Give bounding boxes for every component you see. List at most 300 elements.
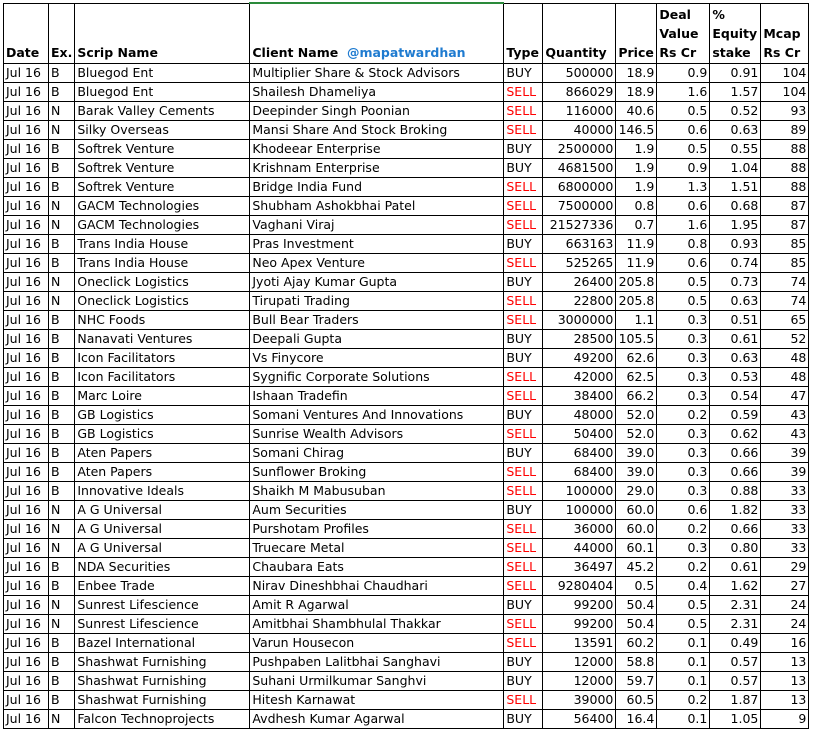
cell-deal-value: 1.3 xyxy=(657,178,710,197)
cell-equity-stake: 0.63 xyxy=(710,292,761,311)
table-row xyxy=(4,368,809,387)
cell-price: 1.1 xyxy=(616,311,657,330)
cell-type: SELL xyxy=(504,634,543,653)
cell-price: 105.5 xyxy=(616,330,657,349)
cell-mcap: 24 xyxy=(761,596,809,615)
cell-type: BUY xyxy=(504,672,543,691)
cell-client-name: Pras Investment xyxy=(250,235,504,254)
cell-price: 11.9 xyxy=(616,254,657,273)
table-row xyxy=(4,501,809,520)
cell-deal-value: 0.1 xyxy=(657,653,710,672)
table-row xyxy=(4,349,809,368)
cell-date: Jul 16 xyxy=(4,653,49,672)
cell-client-name: Suhani Urmilkumar Sanghvi xyxy=(250,672,504,691)
cell-mcap: 88 xyxy=(761,178,809,197)
cell-equity-stake: 0.63 xyxy=(710,349,761,368)
cell-type: BUY xyxy=(504,140,543,159)
table-row xyxy=(4,615,809,634)
cell-quantity: 2500000 xyxy=(543,140,616,159)
header-equity-line3: stake xyxy=(712,45,751,60)
cell-equity-stake: 0.52 xyxy=(710,102,761,121)
cell-mcap: 39 xyxy=(761,444,809,463)
table-row xyxy=(4,444,809,463)
cell-date: Jul 16 xyxy=(4,634,49,653)
cell-client-name: Chaubara Eats xyxy=(250,558,504,577)
cell-type: BUY xyxy=(504,330,543,349)
cell-deal-value: 0.6 xyxy=(657,121,710,140)
cell-scrip-name: Shashwat Furnishing xyxy=(75,691,250,710)
cell-mcap: 89 xyxy=(761,121,809,140)
cell-client-name: Avdhesh Kumar Agarwal xyxy=(250,710,504,729)
header-row xyxy=(4,3,809,64)
cell-client-name: Purshotam Profiles xyxy=(250,520,504,539)
cell-date: Jul 16 xyxy=(4,387,49,406)
cell-exchange: B xyxy=(49,64,75,83)
twitter-handle: @mapatwardhan xyxy=(346,45,466,60)
cell-quantity: 12000 xyxy=(543,672,616,691)
cell-type: SELL xyxy=(504,178,543,197)
bulk-deals-table xyxy=(3,2,809,729)
cell-client-name: Nirav Dineshbhai Chaudhari xyxy=(250,577,504,596)
cell-scrip-name: GACM Technologies xyxy=(75,216,250,235)
header-client-name xyxy=(250,3,504,64)
cell-quantity: 663163 xyxy=(543,235,616,254)
cell-scrip-name: Shashwat Furnishing xyxy=(75,653,250,672)
cell-mcap: 87 xyxy=(761,216,809,235)
cell-mcap: 52 xyxy=(761,330,809,349)
cell-equity-stake: 0.63 xyxy=(710,121,761,140)
cell-exchange: B xyxy=(49,482,75,501)
cell-date: Jul 16 xyxy=(4,501,49,520)
table-row xyxy=(4,197,809,216)
cell-quantity: 44000 xyxy=(543,539,616,558)
cell-exchange: B xyxy=(49,83,75,102)
cell-deal-value: 0.5 xyxy=(657,273,710,292)
cell-deal-value: 0.1 xyxy=(657,672,710,691)
cell-exchange: N xyxy=(49,596,75,615)
cell-exchange: B xyxy=(49,691,75,710)
cell-type: BUY xyxy=(504,235,543,254)
cell-date: Jul 16 xyxy=(4,178,49,197)
cell-date: Jul 16 xyxy=(4,615,49,634)
cell-deal-value: 0.3 xyxy=(657,463,710,482)
cell-price: 60.0 xyxy=(616,520,657,539)
cell-exchange: B xyxy=(49,406,75,425)
cell-quantity: 26400 xyxy=(543,273,616,292)
cell-equity-stake: 0.59 xyxy=(710,406,761,425)
cell-mcap: 43 xyxy=(761,425,809,444)
cell-scrip-name: Sunrest Lifescience xyxy=(75,615,250,634)
cell-exchange: N xyxy=(49,197,75,216)
cell-quantity: 6800000 xyxy=(543,178,616,197)
cell-equity-stake: 0.61 xyxy=(710,330,761,349)
cell-exchange: B xyxy=(49,558,75,577)
cell-scrip-name: Icon Facilitators xyxy=(75,349,250,368)
table-row xyxy=(4,653,809,672)
header-scrip-name: Scrip Name xyxy=(75,3,250,64)
cell-deal-value: 0.4 xyxy=(657,577,710,596)
cell-date: Jul 16 xyxy=(4,710,49,729)
cell-type: SELL xyxy=(504,577,543,596)
cell-equity-stake: 0.57 xyxy=(710,653,761,672)
cell-deal-value: 0.6 xyxy=(657,254,710,273)
header-date: Date xyxy=(4,3,49,64)
cell-equity-stake: 2.31 xyxy=(710,596,761,615)
cell-quantity: 7500000 xyxy=(543,197,616,216)
cell-scrip-name: Enbee Trade xyxy=(75,577,250,596)
cell-client-name: Tirupati Trading xyxy=(250,292,504,311)
cell-type: BUY xyxy=(504,64,543,83)
cell-price: 52.0 xyxy=(616,425,657,444)
cell-exchange: B xyxy=(49,653,75,672)
cell-client-name: Jyoti Ajay Kumar Gupta xyxy=(250,273,504,292)
cell-mcap: 93 xyxy=(761,102,809,121)
cell-client-name: Deepinder Singh Poonian xyxy=(250,102,504,121)
cell-exchange: N xyxy=(49,520,75,539)
cell-quantity: 68400 xyxy=(543,463,616,482)
cell-exchange: N xyxy=(49,615,75,634)
cell-equity-stake: 1.51 xyxy=(710,178,761,197)
header-deal-value-line3: Rs Cr xyxy=(659,45,697,60)
cell-quantity: 866029 xyxy=(543,83,616,102)
cell-exchange: B xyxy=(49,634,75,653)
cell-equity-stake: 0.73 xyxy=(710,273,761,292)
cell-equity-stake: 0.62 xyxy=(710,425,761,444)
table-row xyxy=(4,387,809,406)
cell-equity-stake: 1.04 xyxy=(710,159,761,178)
cell-price: 60.2 xyxy=(616,634,657,653)
cell-deal-value: 0.5 xyxy=(657,102,710,121)
cell-quantity: 40000 xyxy=(543,121,616,140)
cell-price: 16.4 xyxy=(616,710,657,729)
cell-deal-value: 0.5 xyxy=(657,615,710,634)
cell-date: Jul 16 xyxy=(4,273,49,292)
cell-equity-stake: 0.54 xyxy=(710,387,761,406)
cell-scrip-name: GB Logistics xyxy=(75,425,250,444)
cell-scrip-name: A G Universal xyxy=(75,539,250,558)
cell-deal-value: 0.9 xyxy=(657,159,710,178)
cell-client-name: Vaghani Viraj xyxy=(250,216,504,235)
cell-exchange: N xyxy=(49,121,75,140)
cell-deal-value: 0.6 xyxy=(657,501,710,520)
cell-exchange: B xyxy=(49,577,75,596)
cell-exchange: B xyxy=(49,159,75,178)
cell-scrip-name: Shashwat Furnishing xyxy=(75,672,250,691)
cell-price: 50.4 xyxy=(616,615,657,634)
cell-type: BUY xyxy=(504,273,543,292)
cell-date: Jul 16 xyxy=(4,539,49,558)
cell-price: 58.8 xyxy=(616,653,657,672)
header-client-label: Client Name xyxy=(252,45,339,60)
cell-deal-value: 0.3 xyxy=(657,387,710,406)
cell-equity-stake: 0.55 xyxy=(710,140,761,159)
cell-mcap: 87 xyxy=(761,197,809,216)
cell-client-name: Deepali Gupta xyxy=(250,330,504,349)
cell-type: SELL xyxy=(504,520,543,539)
cell-type: BUY xyxy=(504,596,543,615)
cell-scrip-name: NHC Foods xyxy=(75,311,250,330)
cell-type: SELL xyxy=(504,254,543,273)
cell-client-name: Sunrise Wealth Advisors xyxy=(250,425,504,444)
cell-price: 50.4 xyxy=(616,596,657,615)
cell-scrip-name: A G Universal xyxy=(75,501,250,520)
cell-price: 0.8 xyxy=(616,197,657,216)
cell-mcap: 85 xyxy=(761,235,809,254)
cell-price: 0.7 xyxy=(616,216,657,235)
cell-price: 1.9 xyxy=(616,178,657,197)
cell-date: Jul 16 xyxy=(4,691,49,710)
cell-scrip-name: Softrek Venture xyxy=(75,140,250,159)
cell-client-name: Somani Chirag xyxy=(250,444,504,463)
cell-exchange: N xyxy=(49,501,75,520)
cell-date: Jul 16 xyxy=(4,311,49,330)
cell-exchange: N xyxy=(49,216,75,235)
table-row xyxy=(4,463,809,482)
cell-mcap: 88 xyxy=(761,159,809,178)
cell-quantity: 525265 xyxy=(543,254,616,273)
cell-scrip-name: Trans India House xyxy=(75,235,250,254)
cell-deal-value: 0.3 xyxy=(657,539,710,558)
cell-date: Jul 16 xyxy=(4,482,49,501)
cell-equity-stake: 1.82 xyxy=(710,501,761,520)
cell-price: 146.5 xyxy=(616,121,657,140)
cell-type: BUY xyxy=(504,406,543,425)
cell-quantity: 500000 xyxy=(543,64,616,83)
cell-exchange: B xyxy=(49,311,75,330)
cell-quantity: 99200 xyxy=(543,596,616,615)
cell-scrip-name: Sunrest Lifescience xyxy=(75,596,250,615)
cell-deal-value: 0.5 xyxy=(657,140,710,159)
cell-date: Jul 16 xyxy=(4,558,49,577)
cell-quantity: 42000 xyxy=(543,368,616,387)
cell-scrip-name: GACM Technologies xyxy=(75,197,250,216)
cell-price: 1.9 xyxy=(616,140,657,159)
cell-type: BUY xyxy=(504,501,543,520)
cell-equity-stake: 1.95 xyxy=(710,216,761,235)
cell-price: 52.0 xyxy=(616,406,657,425)
cell-scrip-name: Softrek Venture xyxy=(75,178,250,197)
header-mcap-line1: Mcap xyxy=(763,26,801,41)
cell-type: SELL xyxy=(504,463,543,482)
cell-quantity: 3000000 xyxy=(543,311,616,330)
cell-price: 205.8 xyxy=(616,292,657,311)
cell-price: 11.9 xyxy=(616,235,657,254)
cell-exchange: B xyxy=(49,235,75,254)
cell-type: SELL xyxy=(504,197,543,216)
cell-client-name: Aum Securities xyxy=(250,501,504,520)
cell-client-name: Hitesh Karnawat xyxy=(250,691,504,710)
cell-exchange: N xyxy=(49,710,75,729)
cell-date: Jul 16 xyxy=(4,520,49,539)
table-row xyxy=(4,311,809,330)
cell-price: 60.0 xyxy=(616,501,657,520)
cell-deal-value: 0.3 xyxy=(657,482,710,501)
cell-date: Jul 16 xyxy=(4,197,49,216)
cell-deal-value: 0.2 xyxy=(657,406,710,425)
table-row xyxy=(4,425,809,444)
cell-price: 39.0 xyxy=(616,444,657,463)
cell-date: Jul 16 xyxy=(4,672,49,691)
cell-exchange: N xyxy=(49,102,75,121)
cell-scrip-name: Innovative Ideals xyxy=(75,482,250,501)
cell-deal-value: 0.1 xyxy=(657,710,710,729)
cell-date: Jul 16 xyxy=(4,121,49,140)
cell-quantity: 13591 xyxy=(543,634,616,653)
cell-exchange: B xyxy=(49,368,75,387)
cell-exchange: N xyxy=(49,292,75,311)
cell-deal-value: 1.6 xyxy=(657,216,710,235)
table-row xyxy=(4,596,809,615)
cell-client-name: Amitbhai Shambhulal Thakkar xyxy=(250,615,504,634)
cell-mcap: 33 xyxy=(761,482,809,501)
cell-mcap: 13 xyxy=(761,691,809,710)
cell-equity-stake: 0.66 xyxy=(710,463,761,482)
cell-client-name: Neo Apex Venture xyxy=(250,254,504,273)
table-row xyxy=(4,292,809,311)
cell-client-name: Krishnam Enterprise xyxy=(250,159,504,178)
cell-quantity: 28500 xyxy=(543,330,616,349)
header-deal-value xyxy=(657,3,710,64)
cell-client-name: Pushpaben Lalitbhai Sanghavi xyxy=(250,653,504,672)
cell-type: SELL xyxy=(504,216,543,235)
cell-deal-value: 0.5 xyxy=(657,596,710,615)
table-row xyxy=(4,577,809,596)
cell-exchange: N xyxy=(49,539,75,558)
cell-exchange: B xyxy=(49,387,75,406)
cell-price: 59.7 xyxy=(616,672,657,691)
cell-quantity: 36000 xyxy=(543,520,616,539)
header-equity-stake xyxy=(710,3,761,64)
cell-date: Jul 16 xyxy=(4,577,49,596)
cell-deal-value: 0.5 xyxy=(657,292,710,311)
table-row xyxy=(4,216,809,235)
cell-price: 62.5 xyxy=(616,368,657,387)
cell-deal-value: 0.3 xyxy=(657,368,710,387)
cell-equity-stake: 0.57 xyxy=(710,672,761,691)
cell-quantity: 100000 xyxy=(543,501,616,520)
cell-mcap: 47 xyxy=(761,387,809,406)
cell-mcap: 9 xyxy=(761,710,809,729)
cell-equity-stake: 0.61 xyxy=(710,558,761,577)
cell-scrip-name: Bluegod Ent xyxy=(75,64,250,83)
cell-equity-stake: 0.53 xyxy=(710,368,761,387)
cell-type: SELL xyxy=(504,368,543,387)
cell-mcap: 85 xyxy=(761,254,809,273)
cell-exchange: B xyxy=(49,349,75,368)
header-equity-line1: % xyxy=(712,7,725,22)
cell-price: 29.0 xyxy=(616,482,657,501)
cell-date: Jul 16 xyxy=(4,292,49,311)
cell-equity-stake: 0.74 xyxy=(710,254,761,273)
cell-scrip-name: Aten Papers xyxy=(75,463,250,482)
cell-deal-value: 0.9 xyxy=(657,64,710,83)
cell-scrip-name: Oneclick Logistics xyxy=(75,273,250,292)
cell-date: Jul 16 xyxy=(4,216,49,235)
header-deal-value-line2: Value xyxy=(659,26,699,41)
cell-type: BUY xyxy=(504,653,543,672)
cell-exchange: N xyxy=(49,273,75,292)
cell-mcap: 104 xyxy=(761,64,809,83)
header-deal-value-line1: Deal xyxy=(659,7,691,22)
cell-exchange: B xyxy=(49,672,75,691)
header-price: Price xyxy=(616,3,657,64)
cell-client-name: Shaikh M Mabusuban xyxy=(250,482,504,501)
cell-deal-value: 0.2 xyxy=(657,558,710,577)
cell-date: Jul 16 xyxy=(4,159,49,178)
cell-equity-stake: 0.91 xyxy=(710,64,761,83)
cell-mcap: 27 xyxy=(761,577,809,596)
cell-equity-stake: 1.62 xyxy=(710,577,761,596)
cell-price: 40.6 xyxy=(616,102,657,121)
cell-price: 0.5 xyxy=(616,577,657,596)
cell-quantity: 38400 xyxy=(543,387,616,406)
cell-type: SELL xyxy=(504,121,543,140)
cell-mcap: 33 xyxy=(761,539,809,558)
cell-mcap: 74 xyxy=(761,273,809,292)
cell-deal-value: 0.3 xyxy=(657,425,710,444)
cell-quantity: 36497 xyxy=(543,558,616,577)
cell-price: 60.5 xyxy=(616,691,657,710)
cell-exchange: B xyxy=(49,254,75,273)
cell-type: SELL xyxy=(504,691,543,710)
cell-exchange: B xyxy=(49,463,75,482)
table-row xyxy=(4,330,809,349)
cell-mcap: 24 xyxy=(761,615,809,634)
cell-client-name: Multiplier Share & Stock Advisors xyxy=(250,64,504,83)
cell-type: SELL xyxy=(504,83,543,102)
cell-type: SELL xyxy=(504,292,543,311)
cell-client-name: Sunflower Broking xyxy=(250,463,504,482)
cell-type: BUY xyxy=(504,349,543,368)
cell-quantity: 99200 xyxy=(543,615,616,634)
cell-date: Jul 16 xyxy=(4,330,49,349)
cell-exchange: B xyxy=(49,330,75,349)
cell-date: Jul 16 xyxy=(4,596,49,615)
header-quantity: Quantity xyxy=(543,3,616,64)
cell-deal-value: 0.8 xyxy=(657,235,710,254)
cell-mcap: 48 xyxy=(761,349,809,368)
cell-quantity: 100000 xyxy=(543,482,616,501)
cell-deal-value: 0.2 xyxy=(657,520,710,539)
cell-mcap: 104 xyxy=(761,83,809,102)
cell-equity-stake: 0.68 xyxy=(710,197,761,216)
table-row xyxy=(4,178,809,197)
cell-scrip-name: Barak Valley Cements xyxy=(75,102,250,121)
table-row xyxy=(4,672,809,691)
cell-client-name: Vs Finycore xyxy=(250,349,504,368)
cell-price: 18.9 xyxy=(616,64,657,83)
cell-equity-stake: 1.87 xyxy=(710,691,761,710)
cell-equity-stake: 1.05 xyxy=(710,710,761,729)
cell-exchange: B xyxy=(49,425,75,444)
cell-price: 66.2 xyxy=(616,387,657,406)
cell-type: BUY xyxy=(504,710,543,729)
cell-quantity: 56400 xyxy=(543,710,616,729)
cell-scrip-name: Bluegod Ent xyxy=(75,83,250,102)
cell-client-name: Mansi Share And Stock Broking xyxy=(250,121,504,140)
cell-equity-stake: 0.88 xyxy=(710,482,761,501)
cell-scrip-name: Nanavati Ventures xyxy=(75,330,250,349)
cell-deal-value: 0.3 xyxy=(657,349,710,368)
cell-quantity: 9280404 xyxy=(543,577,616,596)
cell-mcap: 33 xyxy=(761,501,809,520)
cell-equity-stake: 1.57 xyxy=(710,83,761,102)
cell-mcap: 13 xyxy=(761,653,809,672)
cell-mcap: 43 xyxy=(761,406,809,425)
cell-scrip-name: GB Logistics xyxy=(75,406,250,425)
cell-deal-value: 0.6 xyxy=(657,197,710,216)
cell-price: 45.2 xyxy=(616,558,657,577)
